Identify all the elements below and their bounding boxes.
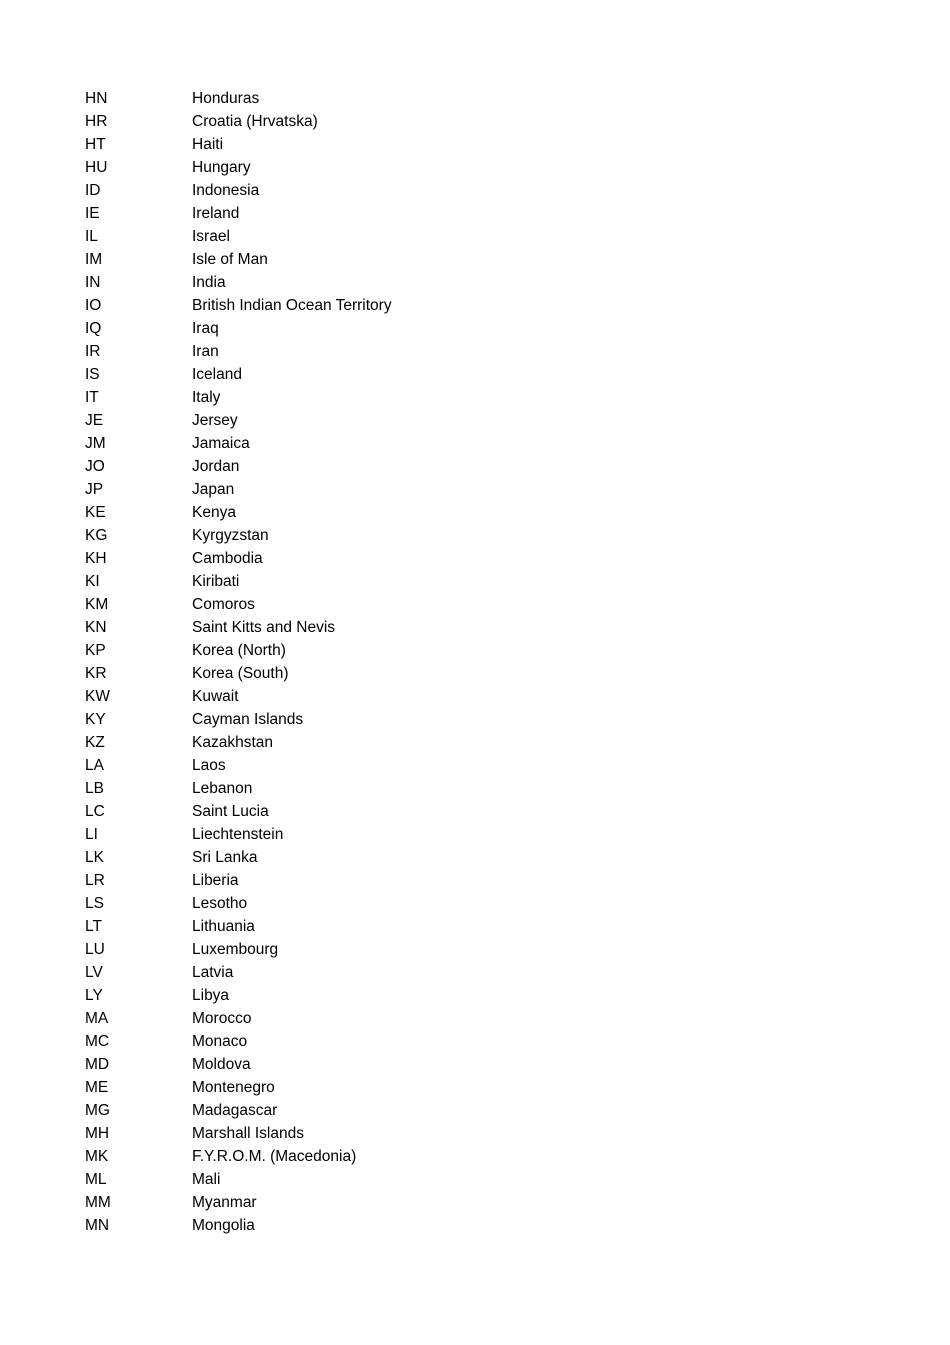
country-row — [85, 823, 392, 846]
country-name: Laos — [192, 757, 226, 774]
country-code: JP — [85, 481, 104, 498]
country-code: ML — [85, 1171, 107, 1188]
country-code: LY — [85, 987, 103, 1004]
country-code: LU — [85, 941, 105, 958]
country-code: MD — [85, 1056, 110, 1073]
country-row — [85, 386, 392, 409]
country-row — [85, 1191, 392, 1214]
country-row — [85, 363, 392, 386]
country-row — [85, 1168, 392, 1191]
country-row — [85, 1076, 392, 1099]
country-name: Korea (South) — [192, 665, 289, 682]
country-name: Marshall Islands — [192, 1125, 304, 1142]
country-row — [85, 87, 392, 110]
country-row — [85, 800, 392, 823]
country-code: LI — [85, 826, 98, 843]
country-name: India — [192, 274, 226, 291]
country-code: MN — [85, 1217, 110, 1234]
country-name: Kiribati — [192, 573, 240, 590]
country-row — [85, 202, 392, 225]
country-name: Madagascar — [192, 1102, 278, 1119]
country-code: HR — [85, 113, 108, 130]
country-name: Cambodia — [192, 550, 263, 567]
country-row — [85, 110, 392, 133]
country-row — [85, 846, 392, 869]
country-name: Japan — [192, 481, 235, 498]
country-name: Libya — [192, 987, 230, 1004]
country-row — [85, 1007, 392, 1030]
country-row — [85, 662, 392, 685]
country-code: KY — [85, 711, 106, 728]
country-code: KW — [85, 688, 110, 705]
country-code: KH — [85, 550, 107, 567]
country-code: MC — [85, 1033, 110, 1050]
country-name: Kenya — [192, 504, 236, 521]
country-name: British Indian Ocean Territory — [192, 297, 392, 314]
country-row — [85, 1030, 392, 1053]
country-name: Liberia — [192, 872, 239, 889]
country-row — [85, 179, 392, 202]
country-row — [85, 616, 392, 639]
country-row — [85, 248, 392, 271]
country-code: LA — [85, 757, 104, 774]
country-code: LK — [85, 849, 104, 866]
country-row — [85, 1214, 392, 1237]
country-name: Isle of Man — [192, 251, 268, 268]
country-name: Morocco — [192, 1010, 252, 1027]
country-row — [85, 1053, 392, 1076]
country-name: Saint Lucia — [192, 803, 269, 820]
country-code: HU — [85, 159, 108, 176]
country-row — [85, 1122, 392, 1145]
country-code: KM — [85, 596, 109, 613]
country-row — [85, 639, 392, 662]
country-name: Kazakhstan — [192, 734, 273, 751]
country-code: MG — [85, 1102, 110, 1119]
country-code: IS — [85, 366, 100, 383]
country-row — [85, 685, 392, 708]
country-name: Comoros — [192, 596, 255, 613]
country-name: Latvia — [192, 964, 234, 981]
country-code: ID — [85, 182, 101, 199]
country-code: MK — [85, 1148, 109, 1165]
country-row — [85, 432, 392, 455]
country-code: LC — [85, 803, 105, 820]
country-row — [85, 961, 392, 984]
country-code: IN — [85, 274, 101, 291]
country-code: ME — [85, 1079, 109, 1096]
country-code: KE — [85, 504, 106, 521]
country-code: HT — [85, 136, 106, 153]
country-code: IO — [85, 297, 102, 314]
country-name: Haiti — [192, 136, 224, 153]
country-code: IT — [85, 389, 99, 406]
country-row — [85, 156, 392, 179]
country-name: Monaco — [192, 1033, 248, 1050]
country-code: MA — [85, 1010, 109, 1027]
country-name: Kuwait — [192, 688, 239, 705]
country-name: Moldova — [192, 1056, 251, 1073]
country-row — [85, 478, 392, 501]
country-name: Montenegro — [192, 1079, 275, 1096]
country-code: KP — [85, 642, 106, 659]
country-code: LV — [85, 964, 103, 981]
country-name: Iraq — [192, 320, 219, 337]
country-row — [85, 938, 392, 961]
country-code: IL — [85, 228, 98, 245]
country-row — [85, 501, 392, 524]
country-name: Saint Kitts and Nevis — [192, 619, 336, 636]
country-name: Cayman Islands — [192, 711, 304, 728]
country-code-list — [85, 87, 392, 1237]
country-code: LS — [85, 895, 104, 912]
country-name: Iran — [192, 343, 219, 360]
country-name: Kyrgyzstan — [192, 527, 269, 544]
country-name: Myanmar — [192, 1194, 257, 1211]
country-name: Israel — [192, 228, 230, 245]
country-row — [85, 892, 392, 915]
country-name: Ireland — [192, 205, 240, 222]
country-code: KN — [85, 619, 107, 636]
country-name: Lithuania — [192, 918, 255, 935]
country-row — [85, 271, 392, 294]
country-row — [85, 294, 392, 317]
country-row — [85, 915, 392, 938]
country-name: Jersey — [192, 412, 238, 429]
country-code: IR — [85, 343, 101, 360]
country-code: JM — [85, 435, 106, 452]
country-code: KR — [85, 665, 107, 682]
country-name: Sri Lanka — [192, 849, 258, 866]
country-row — [85, 1099, 392, 1122]
country-code: KG — [85, 527, 108, 544]
country-row — [85, 133, 392, 156]
country-code: JE — [85, 412, 104, 429]
country-name: Indonesia — [192, 182, 260, 199]
country-name: Honduras — [192, 90, 260, 107]
country-row — [85, 225, 392, 248]
country-code: MH — [85, 1125, 110, 1142]
country-name: Lesotho — [192, 895, 248, 912]
country-row — [85, 754, 392, 777]
country-name: Jamaica — [192, 435, 250, 452]
country-code: IM — [85, 251, 103, 268]
country-name: Jordan — [192, 458, 240, 475]
country-code: LT — [85, 918, 102, 935]
country-name: Lebanon — [192, 780, 253, 797]
country-code: MM — [85, 1194, 111, 1211]
country-row — [85, 409, 392, 432]
country-row — [85, 1145, 392, 1168]
country-code: LR — [85, 872, 105, 889]
country-code: HN — [85, 90, 108, 107]
country-code: KZ — [85, 734, 105, 751]
country-code: LB — [85, 780, 104, 797]
country-row — [85, 455, 392, 478]
country-name: Luxembourg — [192, 941, 279, 958]
country-name: Korea (North) — [192, 642, 286, 659]
country-row — [85, 524, 392, 547]
country-row — [85, 570, 392, 593]
country-code: JO — [85, 458, 105, 475]
country-row — [85, 777, 392, 800]
country-name: Hungary — [192, 159, 251, 176]
country-code: IE — [85, 205, 100, 222]
country-row — [85, 547, 392, 570]
country-name: F.Y.R.O.M. (Macedonia) — [192, 1148, 357, 1165]
country-name: Croatia (Hrvatska) — [192, 113, 318, 130]
country-name: Italy — [192, 389, 221, 406]
country-code: IQ — [85, 320, 102, 337]
country-name: Mali — [192, 1171, 221, 1188]
country-row — [85, 317, 392, 340]
country-row — [85, 984, 392, 1007]
country-code: KI — [85, 573, 100, 590]
country-row — [85, 731, 392, 754]
country-row — [85, 340, 392, 363]
country-name: Mongolia — [192, 1217, 255, 1234]
country-row — [85, 708, 392, 731]
country-name: Iceland — [192, 366, 242, 383]
country-name: Liechtenstein — [192, 826, 284, 843]
country-row — [85, 869, 392, 892]
country-row — [85, 593, 392, 616]
